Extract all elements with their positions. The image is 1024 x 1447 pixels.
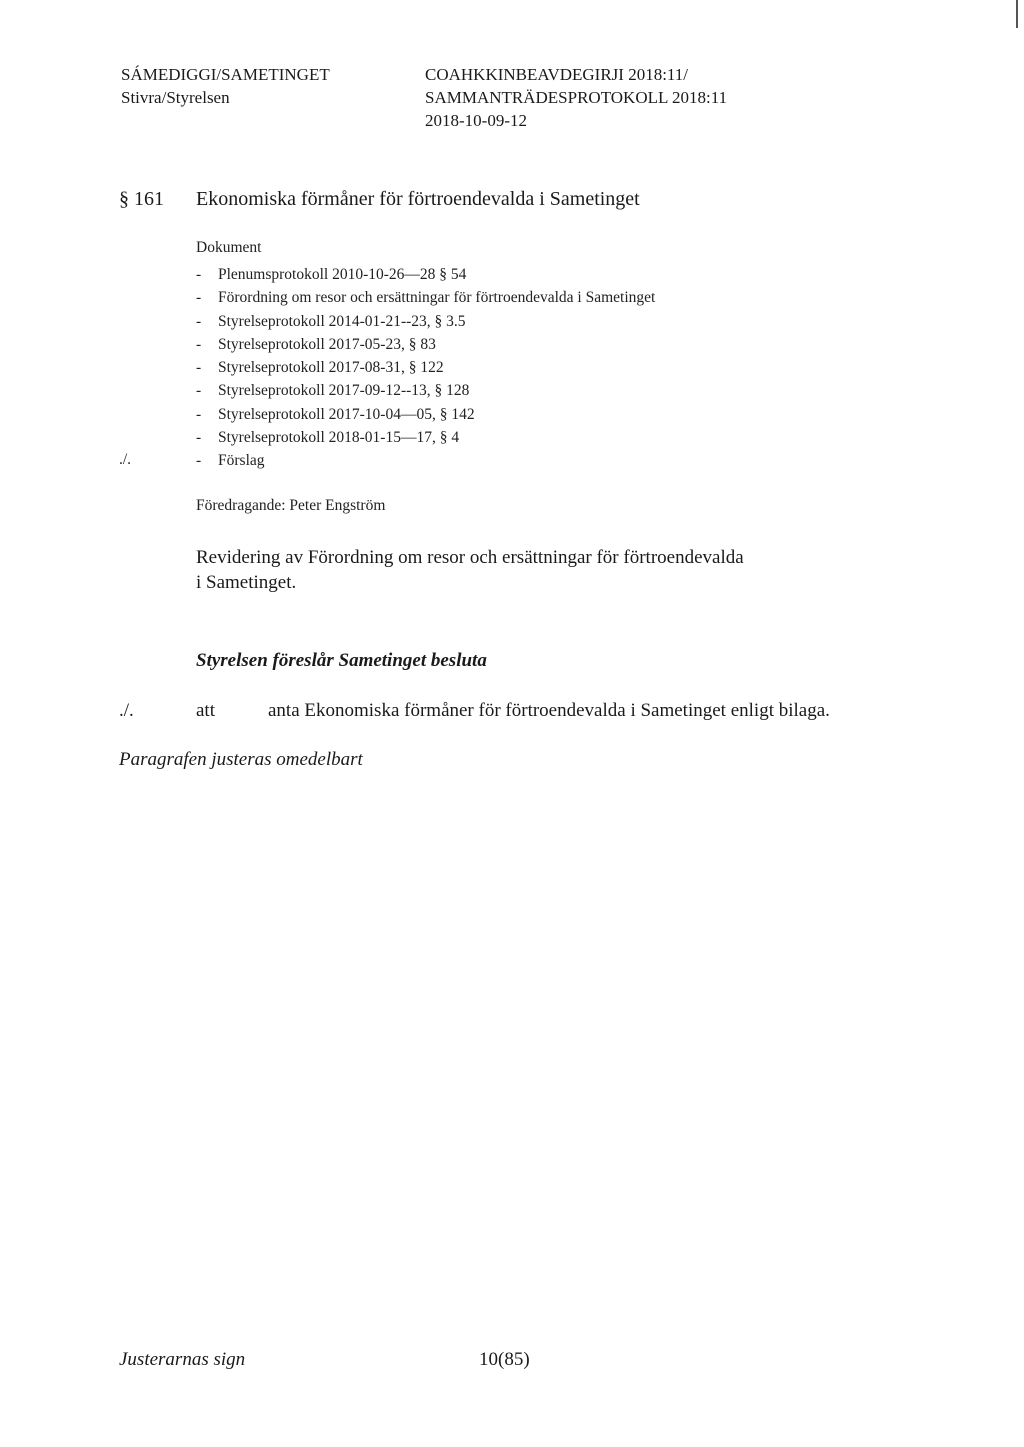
proposal-text: anta Ekonomiska förmåner för förtroendevalda i Sametinget enligt bilaga. bbox=[268, 700, 830, 721]
header-doc-title-1: COAHKKINBEAVDEGIRJI 2018:11/ bbox=[425, 65, 689, 84]
section-title: Ekonomiska förmåner för förtroendevalda i Sametinget bbox=[196, 188, 640, 210]
documents-list bbox=[196, 263, 655, 473]
list-item: - Styrelseprotokoll 2014-01-21--23, § 3.5 bbox=[196, 312, 466, 330]
presenter: Föredragande: Peter Engström bbox=[196, 497, 386, 514]
header-date: 2018-10-09-12 bbox=[425, 111, 527, 130]
list-item: - Styrelseprotokoll 2017-05-23, § 83 bbox=[196, 335, 436, 353]
scan-edge-mark bbox=[1016, 0, 1018, 28]
list-item: - Förslag bbox=[196, 452, 265, 470]
description-line-2: i Sametinget. bbox=[196, 572, 297, 593]
list-item: - Styrelseprotokoll 2017-09-12--13, § 128 bbox=[196, 382, 470, 400]
list-item: - Styrelseprotokoll 2018-01-15—17, § 4 bbox=[196, 429, 460, 447]
section-number: § 161 bbox=[119, 188, 164, 210]
documents-heading: Dokument bbox=[196, 239, 262, 256]
proposal-heading: Styrelsen föreslår Sametinget besluta bbox=[196, 650, 487, 671]
header-dept: Stivra/Styrelsen bbox=[121, 88, 230, 107]
list-item: - Styrelseprotokoll 2017-08-31, § 122 bbox=[196, 359, 444, 377]
list-item: - Förordning om resor och ersättningar för förtroendevalda i Sametinget bbox=[196, 289, 656, 307]
description-line-1: Revidering av Förordning om resor och ersättningar för förtroendevalda bbox=[196, 547, 744, 568]
footer-page-number: 10(85) bbox=[479, 1349, 530, 1370]
list-item: - Plenumsprotokoll 2010-10-26—28 § 54 bbox=[196, 266, 467, 283]
header-org: SÁMEDIGGI/SAMETINGET bbox=[121, 65, 330, 84]
header-doc-title-2: SAMMANTRÄDESPROTOKOLL 2018:11 bbox=[425, 88, 728, 107]
proposal-att: att bbox=[196, 700, 215, 721]
documents-attachment-mark: ./. bbox=[119, 451, 132, 468]
footer-sign-label: Justerarnas sign bbox=[119, 1349, 246, 1370]
justering-note: Paragrafen justeras omedelbart bbox=[119, 749, 363, 770]
proposal-attachment-mark: ./. bbox=[119, 700, 134, 721]
list-item: - Styrelseprotokoll 2017-10-04—05, § 142 bbox=[196, 405, 475, 423]
